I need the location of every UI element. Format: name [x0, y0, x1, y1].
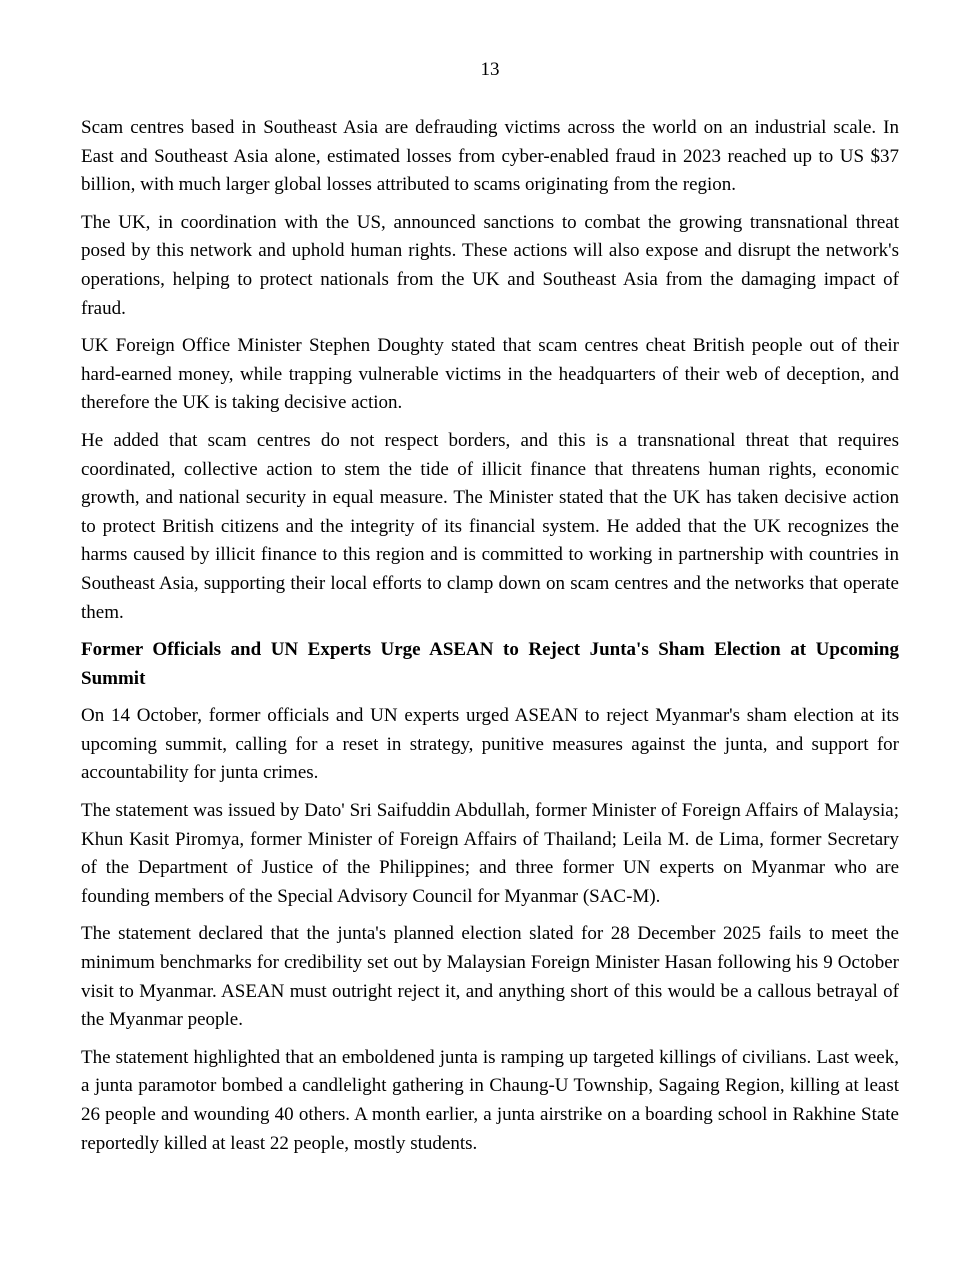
paragraph-statement-signatories: The statement was issued by Dato' Sri Saifuddin Abdullah, former Minister of Foreign Affairs of Malaysia; Khun Kasit Piromya, former Minister of Foreign Affairs of Thailand; Leila M. de Lima, former Secretary of the Department of Justice of the Philippines; and three former UN experts on Myanmar who are founding members of the Special Advisory Council for Myanmar (SAC-M).	[81, 800, 899, 907]
paragraph-minister-doughty-statement: UK Foreign Office Minister Stephen Doughty stated that scam centres cheat British people out of their hard-earned money, while trapping vulnerable victims in the headquarters of their web of deception, and therefore the UK is taking decisive action.	[81, 335, 899, 414]
section-heading-asean-election: Former Officials and UN Experts Urge ASEAN to Reject Junta's Sham Election at Upcoming Summit	[81, 639, 899, 689]
paragraph-scam-centres-losses: Scam centres based in Southeast Asia are defrauding victims across the world on an industrial scale. In East and Southeast Asia alone, estimated losses from cyber-enabled fraud in 2023 reached up to US $37 billion, with much larger global losses attributed to scams originating from the region.	[81, 117, 899, 196]
paragraph-election-benchmarks: The statement declared that the junta's planned election slated for 28 December 2025 fails to meet the minimum benchmarks for credibility set out by Malaysian Foreign Minister Hasan following his 9 October visit to Myanmar. ASEAN must outright reject it, and anything short of this would be a callous betrayal of the Myanmar people.	[81, 923, 899, 1031]
paragraph-uk-us-sanctions: The UK, in coordination with the US, announced sanctions to combat the growing transnational threat posed by this network and uphold human rights. These actions will also expose and disrupt the network's operations, helping to protect nationals from the UK and Southeast Asia from the damaging impact of fraud.	[81, 211, 899, 319]
page-number: 13	[480, 59, 500, 80]
page-body	[81, 114, 899, 1167]
paragraph-transnational-threat: He added that scam centres do not respect borders, and this is a transnational threat that requires coordinated, collective action to stem the tide of illicit finance that threatens human rights, economic growth, and national security in equal measure. The Minister stated that the UK has taken decisive action to protect British citizens and the integrity of its financial system. He added that the UK recognizes the harms caused by illicit finance to this region and is committed to working in partnership with countries in Southeast Asia, supporting their local efforts to clamp down on scam centres and the networks that operate them.	[81, 429, 899, 623]
paragraph-experts-urge-asean: On 14 October, former officials and UN experts urged ASEAN to reject Myanmar's sham election at its upcoming summit, calling for a reset in strategy, punitive measures against the junta, and support for accountability for junta crimes.	[81, 705, 899, 784]
paragraph-civilian-killings: The statement highlighted that an emboldened junta is ramping up targeted killings of civilians. Last week, a junta paramotor bombed a candlelight gathering in Chaung-U Township, Sagaing Region, killing at least 26 people and wounding 40 others. A month earlier, a junta airstrike on a boarding school in Rakhine State reportedly killed at least 22 people, mostly students.	[81, 1046, 899, 1154]
